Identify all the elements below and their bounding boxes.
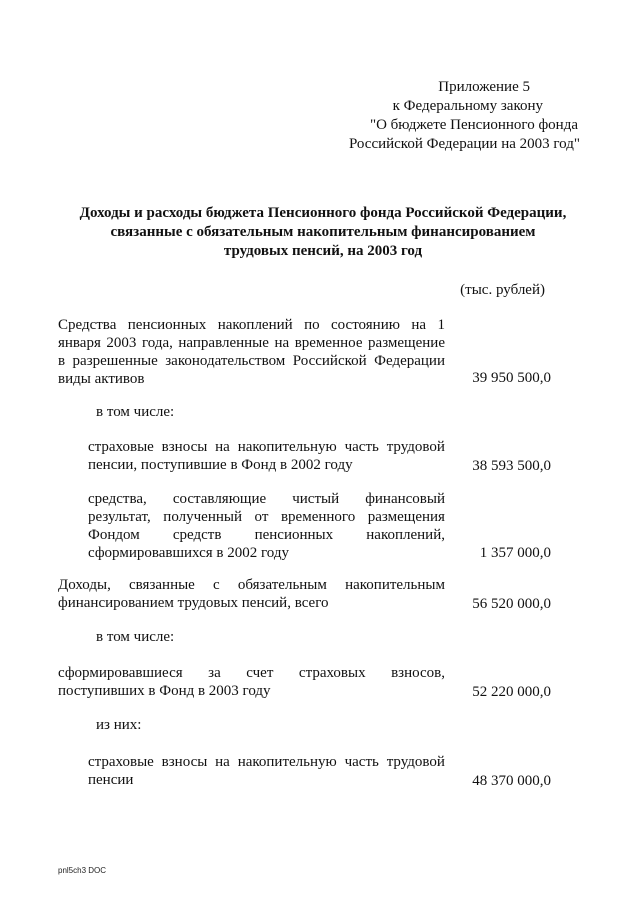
row-text-line: [88, 526, 445, 544]
row-text-line: [88, 753, 445, 771]
word: накопительную: [237, 439, 337, 455]
word: Доходы,: [58, 577, 111, 593]
word: на: [215, 754, 230, 770]
row-value: 1 357 000,0: [479, 545, 551, 561]
row-text-line: [58, 334, 445, 352]
word: счет: [246, 665, 274, 681]
word: разрешенные: [72, 353, 158, 369]
word: временного: [280, 509, 356, 525]
row-insurance-funded: [88, 753, 445, 789]
word: состоянию: [331, 317, 400, 333]
subheader-including: в том числе:: [96, 404, 175, 420]
word: 2003: [106, 335, 137, 351]
row-value: 48 370 000,0: [472, 773, 551, 789]
row-text-line: поступивших в Фонд в 2003 году: [58, 683, 271, 699]
row-text-line: [58, 664, 445, 682]
word: взносов,: [391, 665, 445, 681]
word: средства,: [88, 491, 147, 507]
row-text-line: пенсии, поступившие в Фонд в 2002 году: [88, 457, 353, 473]
word: с: [213, 577, 220, 593]
row-income-total: [58, 576, 445, 612]
row-text-line: [58, 352, 445, 370]
title-line-1: Доходы и расходы бюджета Пенсионного фонда Российской Федерации,: [79, 205, 567, 221]
word: сформировавшиеся: [58, 665, 183, 681]
word: размещения: [367, 509, 445, 525]
word: размещение: [368, 335, 445, 351]
word: Федерации: [374, 353, 445, 369]
row-pension-savings: [58, 316, 445, 388]
word: накопительным: [345, 577, 445, 593]
word: за: [208, 665, 221, 681]
word: часть: [344, 754, 379, 770]
word: связанные: [129, 577, 195, 593]
row-insurance-2003: [58, 664, 445, 700]
appendix-law-title-2: Российской Федерации на 2003 год": [348, 136, 580, 152]
row-value: 56 520 000,0: [472, 596, 551, 612]
word: трудовой: [386, 439, 445, 455]
row-text-line: финансированием трудовых пенсий, всего: [58, 595, 329, 611]
row-value: 38 593 500,0: [472, 458, 551, 474]
title-line-3: трудовых пенсий, на 2003 год: [223, 243, 423, 259]
word: на: [274, 335, 290, 351]
word: Российской: [292, 353, 367, 369]
word: Фондом: [88, 527, 140, 543]
word: 1: [437, 317, 445, 333]
row-text-line: [88, 438, 445, 456]
word: в: [58, 353, 66, 369]
appendix-number: Приложение 5: [438, 79, 530, 95]
word: пенсионных: [127, 317, 207, 333]
word: финансовый: [365, 491, 445, 507]
word: по: [304, 317, 320, 333]
word: средств: [172, 527, 222, 543]
appendix-law-title-1: "О бюджете Пенсионного фонда: [369, 117, 578, 133]
row-text-line: [88, 490, 445, 508]
row-text-line: виды активов: [58, 371, 145, 387]
row-value: 52 220 000,0: [472, 684, 551, 700]
word: составляющие: [172, 491, 267, 507]
word: страховые: [88, 754, 154, 770]
word: пенсионных: [254, 527, 334, 543]
word: от: [254, 509, 269, 525]
word: полученный: [163, 509, 242, 525]
title-line-2: связанные с обязательным накопительным финансированием: [110, 224, 536, 240]
row-value: 39 950 500,0: [472, 370, 551, 386]
row-text-line: [58, 576, 445, 594]
row-text-line: пенсии: [88, 772, 134, 788]
row-text-line: [58, 316, 445, 334]
row-text-line: [88, 508, 445, 526]
word: результат,: [88, 509, 151, 525]
word: накопительную: [237, 754, 337, 770]
word: взносы: [161, 754, 208, 770]
word: января: [58, 335, 101, 351]
row-net-result: [88, 490, 445, 562]
unit-label: (тыс. рублей): [460, 282, 545, 298]
row-insurance-2002: [88, 438, 445, 474]
appendix-law-ref: к Федеральному закону: [392, 98, 543, 114]
subheader-including: в том числе:: [96, 629, 175, 645]
word: взносы: [161, 439, 208, 455]
word: на: [411, 317, 427, 333]
word: законодательством: [165, 353, 286, 369]
row-text-line: сформировавшихся в 2002 году: [88, 545, 289, 561]
word: года,: [141, 335, 173, 351]
document-title: [58, 204, 588, 261]
word: на: [215, 439, 230, 455]
word: часть: [344, 439, 379, 455]
footer-filename: pnl5ch3 DOC: [58, 866, 107, 875]
word: Средства: [58, 317, 117, 333]
word: накоплений: [217, 317, 293, 333]
word: трудовой: [386, 754, 445, 770]
word: накоплений,: [366, 527, 445, 543]
word: страховых: [298, 665, 366, 681]
subheader-of-them: из них:: [96, 717, 142, 733]
word: чистый: [292, 491, 340, 507]
word: временное: [294, 335, 363, 351]
word: направленные: [178, 335, 269, 351]
appendix-header: [349, 78, 580, 154]
word: обязательным: [237, 577, 327, 593]
word: страховые: [88, 439, 154, 455]
